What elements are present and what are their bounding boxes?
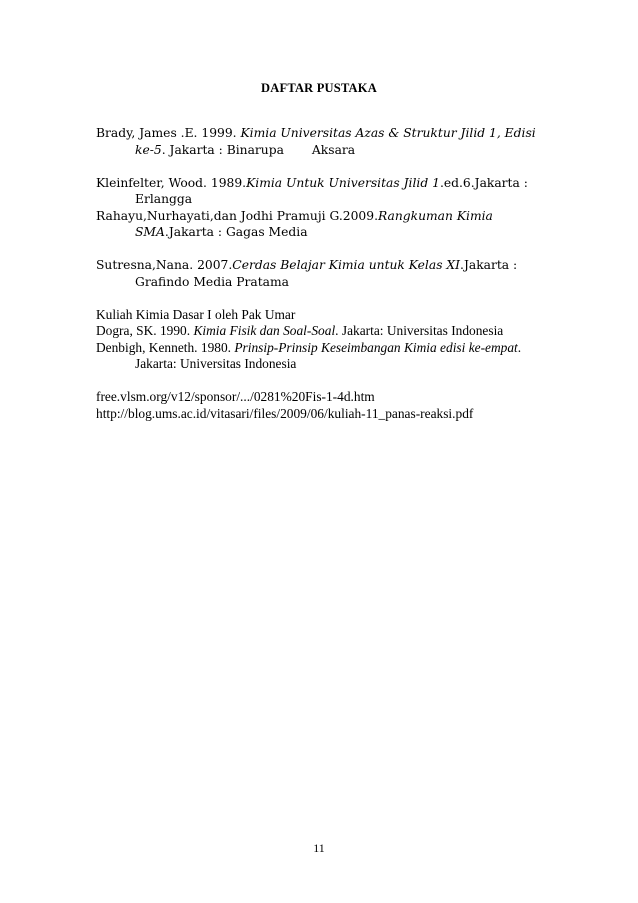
- page-title: DAFTAR PUSTAKA: [261, 81, 377, 95]
- reference-item: [96, 125, 546, 158]
- reference-author: Dogra, SK. 1990.: [96, 323, 194, 338]
- reference-title: Prinsip-Prinsip Keseimbangan Kimia edisi ke-empat: [234, 339, 518, 355]
- page-number: 11: [313, 841, 325, 855]
- reference-publisher: .Jakarta : Grafindo Media Pratama: [135, 258, 518, 289]
- reference-publisher-extra: Aksara: [311, 142, 356, 157]
- reference-author: Kleinfelter, Wood. 1989.: [96, 175, 247, 190]
- reference-publisher: . Jakarta: Universitas Indonesia: [335, 323, 504, 338]
- reference-item: [96, 323, 546, 340]
- reference-list: [96, 125, 546, 422]
- reference-author: Rahayu,Nurhayati,dan Jodhi Pramuji G.2009.: [96, 208, 378, 223]
- reference-author: Denbigh, Kenneth. 1980.: [96, 339, 235, 355]
- reference-author: Brady, James .E. 1999.: [96, 126, 241, 140]
- reference-title: Kimia Untuk Universitas Jilid 1: [246, 175, 440, 190]
- reference-item: [96, 175, 546, 208]
- reference-item: [96, 257, 546, 290]
- reference-author: Sutresna,Nana. 2007.: [96, 258, 233, 272]
- reference-publisher: .Jakarta : Gagas Media: [164, 225, 308, 239]
- reference-title: Cerdas Belajar Kimia untuk Kelas XI: [232, 258, 461, 272]
- reference-url: http://blog.ums.ac.id/vitasari/files/2009/06/kuliah-11_panas-reaksi.pdf: [96, 405, 474, 421]
- reference-publisher: . Jakarta: Universitas Indonesia: [135, 339, 522, 371]
- reference-title: Rangkuman Kimia SMA: [135, 208, 493, 239]
- reference-title: Kimia Universitas Azas & Struktur Jilid 1, Edisi ke-5: [135, 126, 536, 157]
- reference-publisher: .ed.6.Jakarta : Erlangga: [135, 175, 528, 206]
- reference-item: [96, 340, 546, 373]
- reference-title: Kimia Fisik dan Soal-Soal: [193, 323, 336, 338]
- reference-item: [96, 307, 546, 324]
- reference-publisher: . Jakarta : Binarupa: [161, 142, 284, 157]
- reference-url: free.vlsm.org/v12/sponsor/.../0281%20Fis-1-4d.htm: [96, 389, 375, 404]
- reference-item: [96, 208, 546, 241]
- reference-text: Kuliah Kimia Dasar I oleh Pak Umar: [96, 306, 296, 322]
